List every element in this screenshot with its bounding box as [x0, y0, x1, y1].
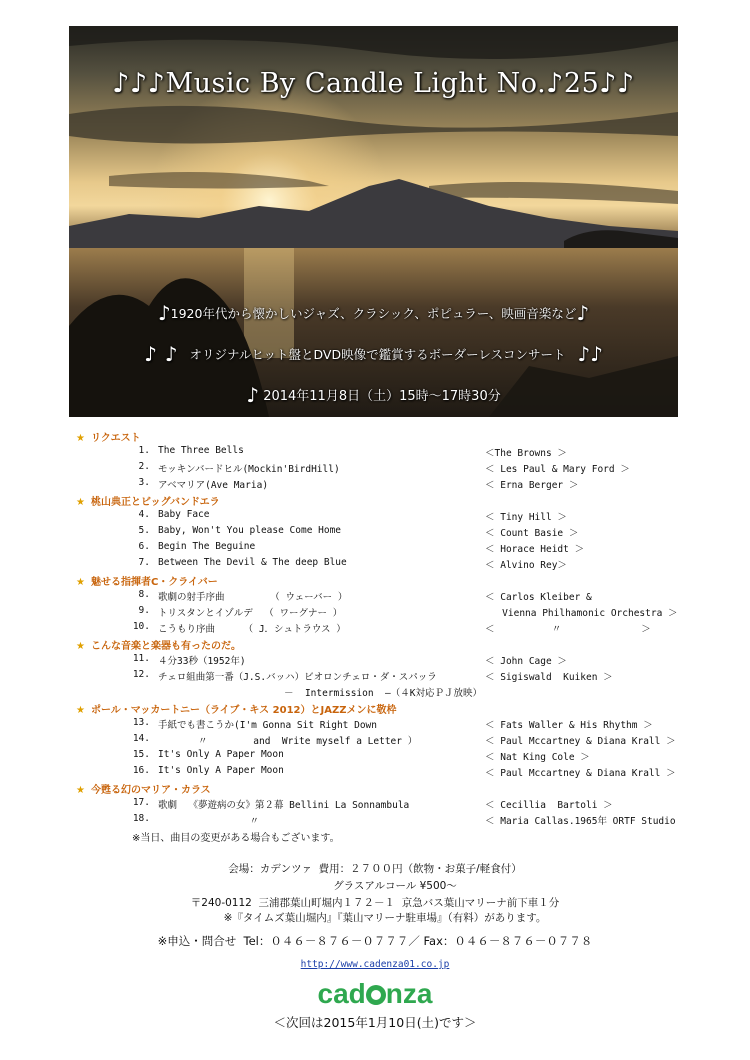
website-link[interactable]: http://www.cadenza01.co.jp — [300, 959, 450, 970]
next-event: ＜次回は2015年1月10日(土)です＞ — [273, 1015, 477, 1030]
star-icon: ★ — [76, 641, 85, 652]
star-icon: ★ — [76, 433, 85, 444]
concept-line: ♪ ♪ オリジナルヒット盤とDVD映像で鑑賞するボーダーレスコンサート ♪♪ — [144, 342, 603, 366]
list-item: 8. 歌劇の射手序曲 （ ウェーバー ） ＜ Carlos Kleiber & — [138, 589, 592, 603]
list-item: 5. Baby, Won't You please Come Home ＜ Count Basie ＞ — [138, 525, 579, 539]
section-request: ★ リクエスト — [76, 433, 141, 444]
logo-o-icon — [366, 985, 386, 1005]
list-item: 15. It's Only A Paper Moon ＜ Nat King Cole ＞ — [132, 749, 590, 763]
star-icon: ★ — [76, 577, 85, 588]
section-kleiber: ★ 魅せる指揮者C・クライバー — [76, 577, 218, 588]
star-icon: ★ — [76, 705, 85, 716]
date-line: ♪ 2014年11月8日（土）15時～17時30分 — [246, 383, 501, 407]
list-item: 1. The Three Bells ＜The Browns ＞ — [138, 445, 567, 459]
intermission-note: － Intermission ―（４K対応ＰＪ放映） — [284, 688, 482, 699]
list-item: 17. 歌劇 《夢遊病の女》第２幕 Bellini La Sonnambula ＜ Cecillia Bartoli ＞ — [132, 797, 613, 811]
section-unusual: ★ こんな音楽と楽器も有ったのだ。 — [76, 641, 241, 652]
list-item: 11. ４分33秒（1952年) ＜ John Cage ＞ — [132, 653, 567, 667]
list-item: 12. チェロ組曲第一番（J.S.バッハ）ビオロンチェロ・ダ・スパッラ ＜ Sigiswald Kuiken ＞ — [132, 669, 613, 683]
list-item: 14. 〃 and Write myself a Letter ） ＜ Paul Mccartney & Diana Krall ＞ — [132, 733, 676, 747]
list-item: 6. Begin The Beguine ＜ Horace Heidt ＞ — [138, 541, 585, 555]
hero-photo — [69, 26, 678, 417]
list-item: 3. アベマリア(Ave Maria) ＜ Erna Berger ＞ — [138, 477, 579, 491]
genre-line: ♪1920年代から懐かしいジャズ、クラシック、ポピュラー、映画音楽など♪ — [157, 301, 590, 325]
concert-title: ♪♪♪Music By Candle Light No.♪25♪♪ — [112, 68, 635, 99]
star-icon: ★ — [76, 785, 85, 796]
list-item: 4. Baby Face ＜ Tiny Hill ＞ — [138, 509, 567, 523]
change-notice: ※当日、曲目の変更がある場合もございます。 — [132, 833, 340, 844]
website-row — [0, 958, 750, 970]
list-item: 16. It's Only A Paper Moon ＜ Paul Mccartney & Diana Krall ＞ — [132, 765, 676, 779]
section-mccartney: ★ ポール・マッカートニー（ライブ・キス 2012）とJAZZメンに敬枠 — [76, 705, 397, 716]
parking-info: ※『タイムズ葉山堀内』『葉山マリーナ駐車場』（有料）があります。 — [223, 912, 547, 924]
address-info: 〒240-0112 三浦郡葉山町堀内１７２－１ 京急バス葉山マリーナ前下車１分 — [190, 897, 560, 909]
section-callas: ★ 今甦る幻のマリア・カラス — [76, 785, 211, 796]
star-icon: ★ — [76, 497, 85, 508]
list-item: 9. トリスタンとイゾルデ （ ワーグナー ） Vienna Philhamonic Orchestra ＞ — [138, 605, 678, 619]
venue-info: 会場：カデンツァ 費用：２７００円（飲物・お菓子/軽食付） — [228, 863, 522, 875]
list-item: 18. 〃 ＜ Maria Callas.1965年 ORTF Studio — [132, 813, 676, 827]
section-big-band: ★ 桃山典正とビッグバンドエラ — [76, 497, 220, 508]
list-item: 2. モッキンバードヒル(Mockin'BirdHill) ＜ Les Paul & Mary Ford ＞ — [138, 461, 630, 475]
list-item: 13. 手紙でも書こうか(I'm Gonna Sit Right Down ＜ Fats Waller & His Rhythm ＞ — [132, 717, 653, 731]
list-item: 7. Between The Devil & The deep Blue ＜ Alvino Rey＞ — [138, 557, 567, 571]
cadenza-logo: cad nza — [317, 978, 433, 1009]
list-item: 10. こうもり序曲 （ J．シュトラウス ） ＜ 〃 ＞ — [132, 621, 651, 635]
drink-info: グラスアルコール ¥500～ — [333, 880, 457, 892]
contact-info: ※申込・問合せ Tel：０４６－８７６－０７７７／ Fax：０４６－８７６－０７７８ — [157, 934, 593, 948]
